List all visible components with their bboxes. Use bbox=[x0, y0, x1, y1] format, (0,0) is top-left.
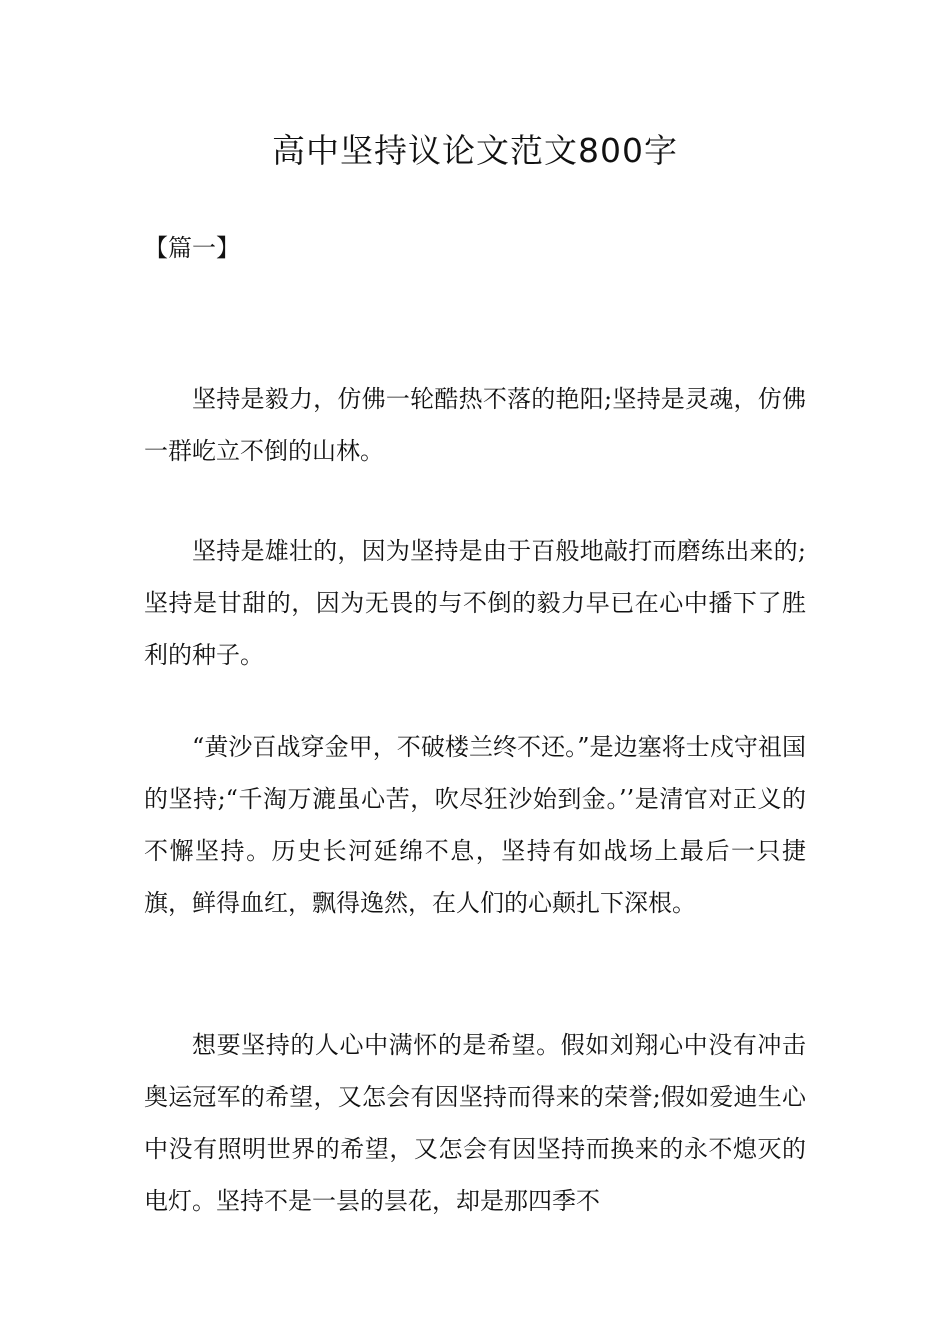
document-title: 高中坚持议论文范文800字 bbox=[272, 131, 678, 170]
section-label: 【篇一】 bbox=[144, 234, 240, 262]
paragraph-4: 想要坚持的人心中满怀的是希望。假如刘翔心中没有冲击奥运冠军的希望，又怎会有因坚持而得来的荣誉;假如爱迪生心中没有照明世界的希望，又怎会有因坚持而换来的永不熄灭的电灯。坚持不是一昙的昙花，却是那四季不 bbox=[144, 1031, 806, 1215]
paragraph-2: 坚持是雄壮的，因为坚持是由于百般地敲打而磨练出来的;坚持是甘甜的，因为无畏的与不倒的毅力早已在心中播下了胜利的种子。 bbox=[144, 537, 806, 669]
paragraph-1: 坚持是毅力，仿佛一轮酷热不落的艳阳;坚持是灵魂，仿佛一群屹立不倒的山林。 bbox=[144, 385, 806, 465]
paragraph-3: “黄沙百战穿金甲，不破楼兰终不还。”是边塞将士戍守祖国的坚持;“千淘万漉虽心苦，吹尽狂沙始到金。’’是清官对正义的不懈坚持。历史长河延绵不息，坚持有如战场上最后一只捷旗，鲜得血红，飘得逸然，在人们的心颠扎下深根。 bbox=[144, 733, 806, 917]
